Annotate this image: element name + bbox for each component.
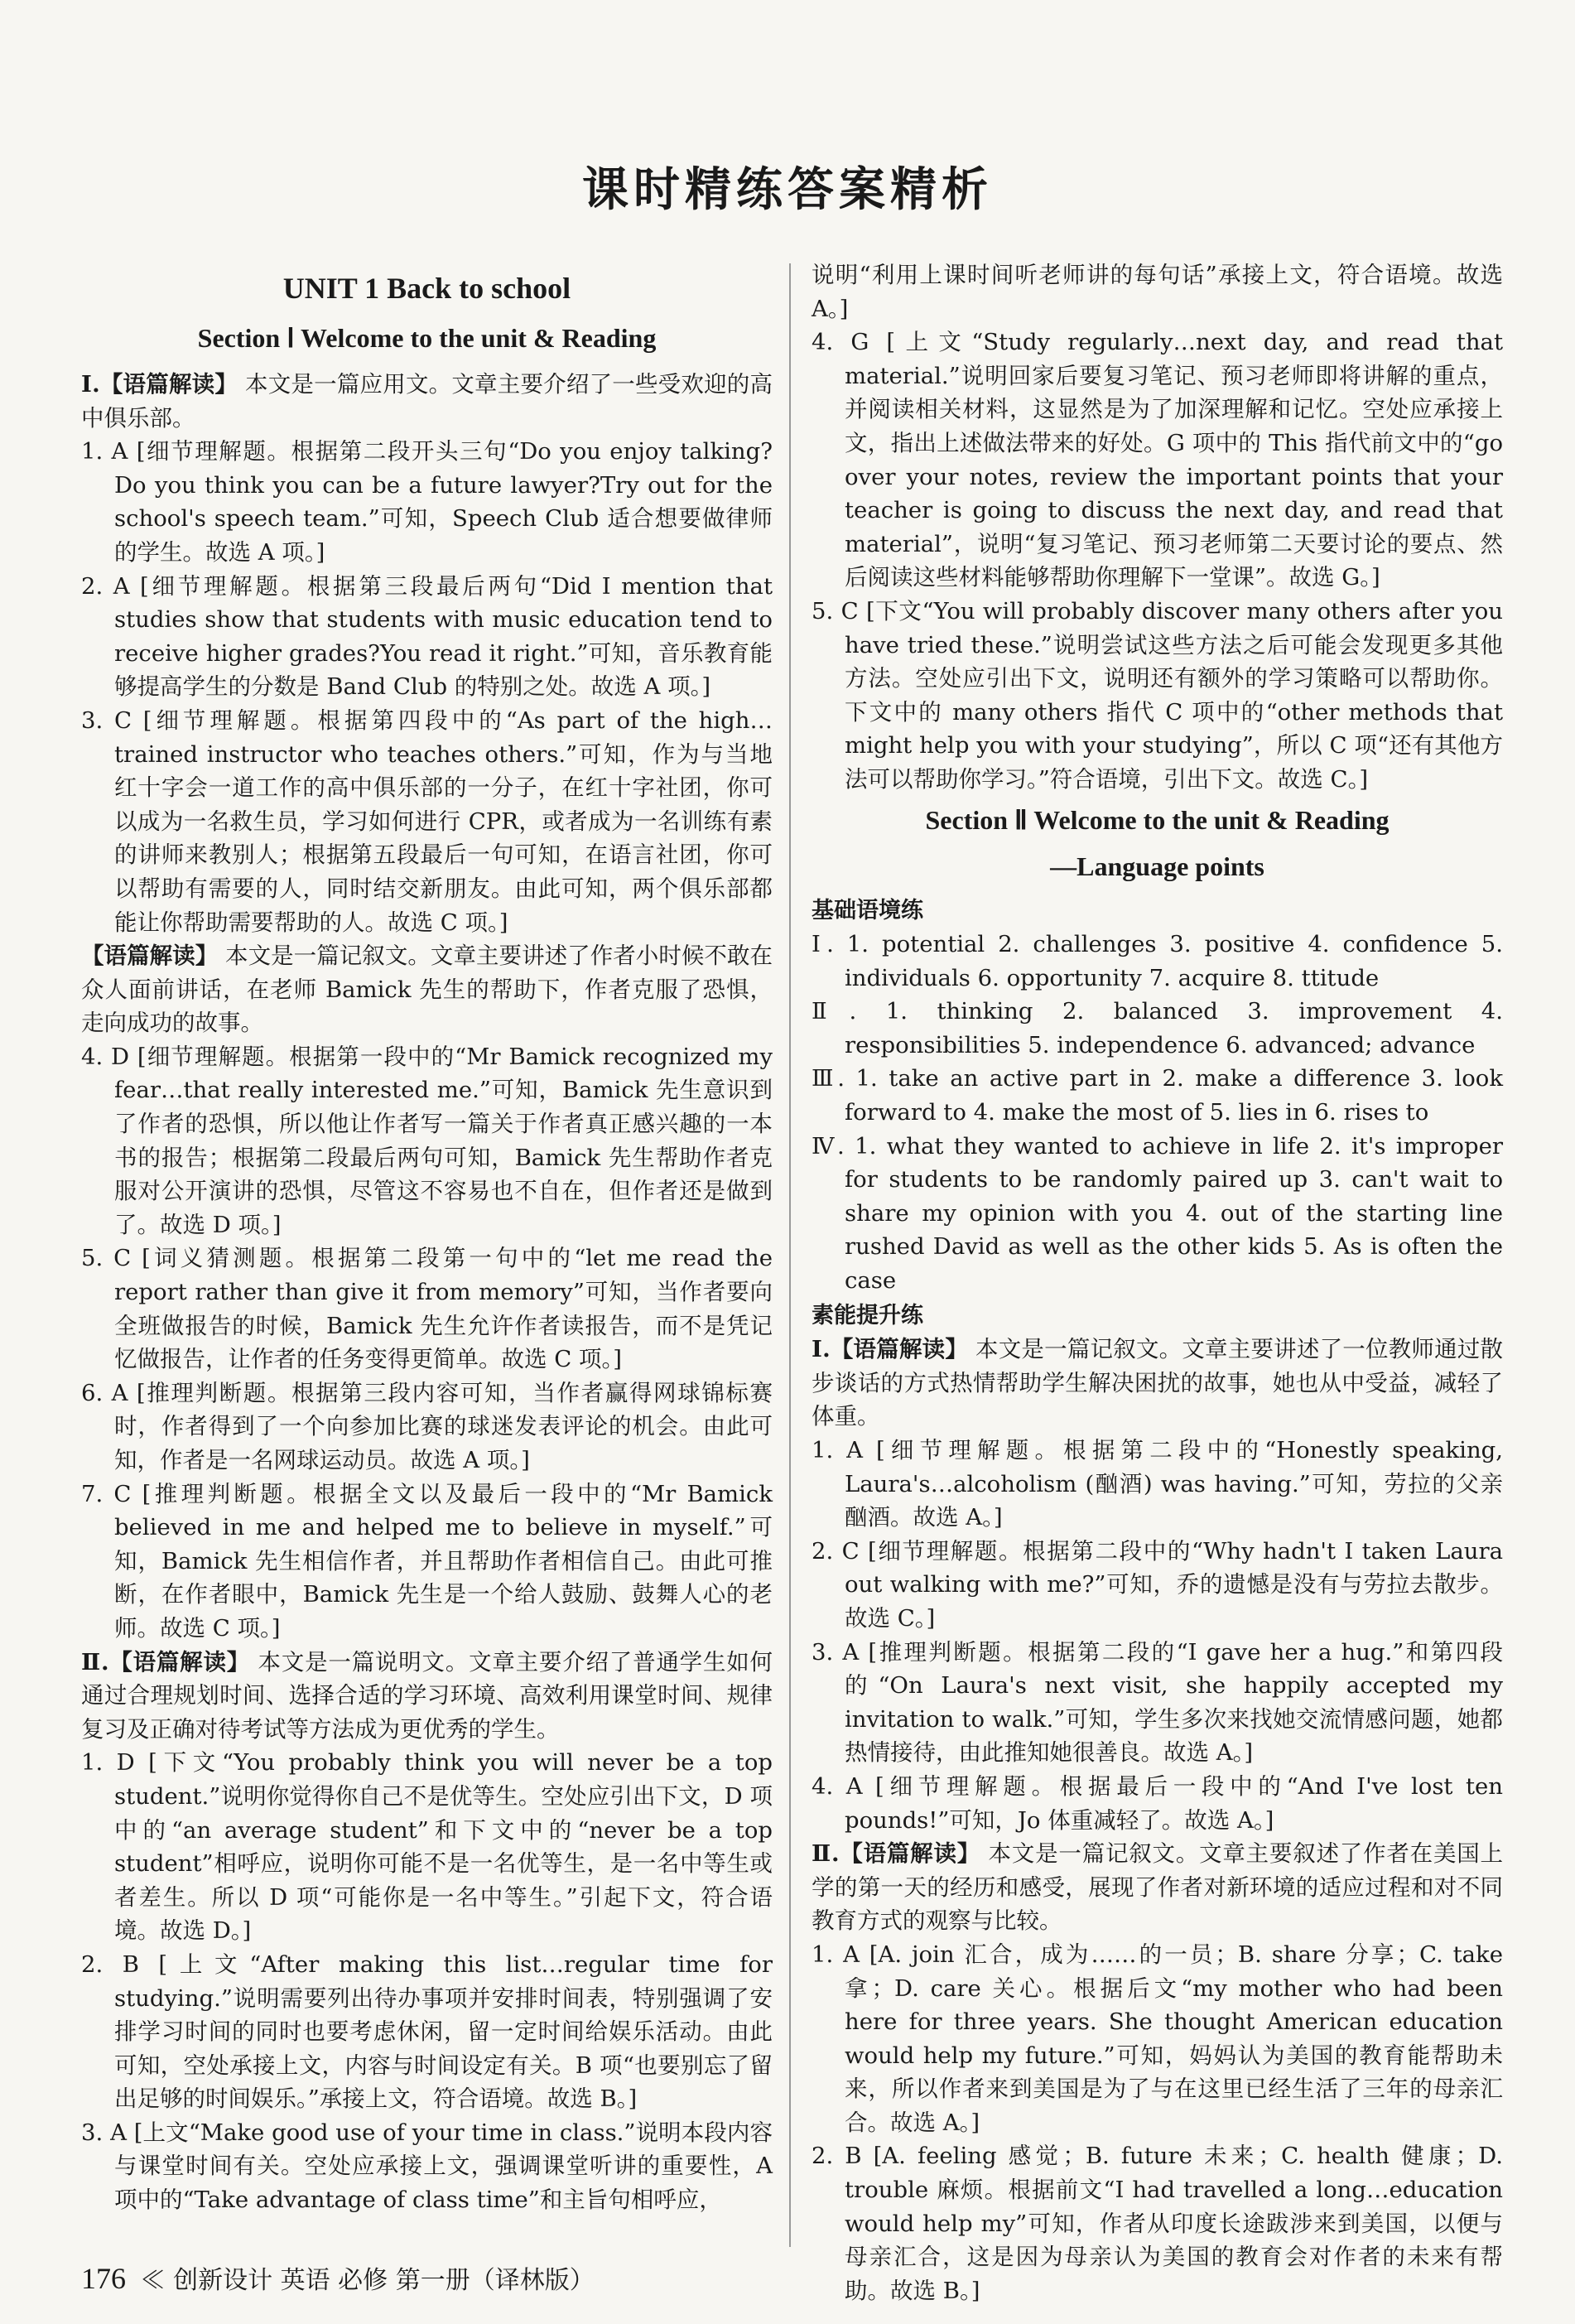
passage-summary — [81, 939, 773, 1040]
right-column — [812, 258, 1503, 2307]
answer-item: 3. A [上文“Make good use of your time in class.”说明本段内容与课堂时间有关。空处应承接上文，强调课堂听讲的重要性，A 项中的“Take advantage of class time”和主旨句相呼应， — [81, 2119, 773, 2214]
answer-item: 2. B [A. feeling 感觉；B. future 未来；C. health 健康；D. trouble 麻烦。根据前文“I had travelled a long…education would help my”可知，作者从印度长途跋涉来到美国，以便与母亲汇合，这是因为母亲认为美国的教育会对作者的未来有帮助。故选 B。] — [812, 2143, 1503, 2304]
skill-practice-heading: 素能提升练 — [812, 1302, 923, 1328]
book-title: 创新设计 英语 必修 第一册（译林版） — [173, 2266, 595, 2295]
answer-item: 2. A [细节理解题。根据第三段最后两句“Did I mention that studies show that students with music education tend to receive higher grades?You read it right.”可知，音乐教育能够提高学生的分数是 Band Club 的特别之处。故选 A 项。] — [81, 572, 773, 701]
footer-mark: ≪ — [140, 2266, 166, 2295]
page-number: 176 — [81, 2262, 126, 2295]
answer-item: 6. A [推理判断题。根据第三段内容可知，当作者赢得网球锦标赛时，作者得到了一个向参加比赛的球迷发表评论的机会。由此可知，作者是一名网球运动员。故选 A 项。] — [81, 1379, 773, 1473]
column-divider — [789, 263, 791, 2247]
left-column — [81, 265, 773, 2217]
answer-item: 3. C [细节理解题。根据第四段中的“As part of the high…trained instructor who teaches others.”可知，作为与当地红十字会一道工作的高中俱乐部的一分子，在红十字社团，你可以成为一名救生员，学习如何进行 CPR，或者成为一名训练有素的讲师来教别人；根据第五段最后一句可知，在语言社团，你可以帮助有需要的人，同时结交新朋友。由此可知，两个俱乐部都能让你帮助需要帮助的人。故选 C 项。] — [81, 706, 773, 936]
answer-item: 4. A [细节理解题。根据最后一段中的“And I've lost ten pounds!”可知，Jo 体重减轻了。故选 A。] — [812, 1772, 1503, 1834]
section-1-title: Section Ⅰ Welcome to the unit & Reading — [197, 323, 657, 353]
answer-item: 4. G [上文“Study regularly…next day, and read that material.”说明回家后要复习笔记、预习老师即将讲解的重点，并阅读相关材料，这显然是为了加深理解和记忆。空处应承接上文，指出上述做法带来的好处。G 项中的 This 指代前文中的“go over your notes, review the important points that your teacher is going to discuss the next day, and read that material”，说明“复习笔记、预习老师第二天要讨论的要点、然后阅读这些材料能够帮助你理解下一堂课”。故选 G。] — [812, 329, 1503, 591]
unit-title: UNIT 1 Back to school — [282, 272, 571, 305]
answer-item: 5. C [下文“You will probably discover many others after you have tried these.”说明尝试这些方法之后可能会发现更多其他方法。空处应引出下文，说明还有额外的学习策略可以帮助你。下文中的 many others 指代 C 项中的“other methods that might help you with your studying”，所以 C 项“还有其他方法可以帮助你学习。”符合语境，引出下文。故选 C。] — [812, 597, 1503, 793]
page-footer — [81, 2259, 595, 2296]
passage-summary-tag: Ⅱ.【语篇解读】 — [81, 1648, 251, 1675]
answer-item: 3. A [推理判断题。根据第二段的“I gave her a hug.”和第四段的“On Laura's next visit, she happily accepted my invitation to walk.”可知，学生多次来找她交流情感问题，她都热情接待，由此推知她很善良。故选 A。] — [812, 1638, 1503, 1767]
passage-summary-text: 本文是一篇记叙文。文章主要叙述了作者在美国上学的第一天的经历和感受，展现了作者对新环境的适应过程和对不同教育方式的观察与比较。 — [812, 1840, 1504, 1935]
fill-in-answers: Ⅳ. 1. what they wanted to achieve in life 2. it's improper for students to be randomly paired up 3. can't wait to share my opinion with you 4. out of the starting line rushed David as well as the other kids 5. As is often the case — [812, 1132, 1503, 1295]
basic-practice-list — [812, 928, 1503, 1298]
passage-summary-text: 本文是一篇记叙文。文章主要讲述了一位教师通过散步谈话的方式热情帮助学生解决困扰的故事，她也从中受益，减轻了体重。 — [812, 1336, 1504, 1430]
passage-summary-tag: Ⅰ.【语篇解读】 — [812, 1336, 969, 1363]
answer-item: 1. A [A. join 汇合，成为……的一员；B. share 分享；C. take 拿；D. care 关心。根据后文“my mother who had been here for three years. She thought American education would help my future.”可知，妈妈认为美国的教育能帮助未来，所以作者来到美国是为了与在这里已经生活了三年的母亲汇合。故选 A。] — [812, 1941, 1503, 2136]
passage-summary — [812, 1837, 1503, 1938]
basic-practice-heading: 基础语境练 — [812, 897, 923, 923]
answer-item: 2. C [细节理解题。根据第二段中的“Why hadn't I taken Laura out walking with me?”可知，乔的遗憾是没有与劳拉去散步。故选 C。] — [812, 1537, 1503, 1632]
section-2-title: Section Ⅱ Welcome to the unit & Reading — [925, 804, 1390, 835]
answer-item: 1. A [细节理解题。根据第二段开头三句“Do you enjoy talking?Do you think you can be a future lawyer?Try out for the school's speech team.”可知，Speech Club 适合想要做律师的学生。故选 A 项。] — [81, 438, 773, 566]
right-answer-list-bottom — [812, 1333, 1503, 2307]
page-title: 课时精练答案精析 — [582, 162, 993, 217]
passage-summary-tag: Ⅰ.【语篇解读】 — [81, 371, 238, 398]
answer-item: 7. C [推理判断题。根据全文以及最后一段中的“Mr Bamick believed in me and helped me to believe in myself.”可知，Bamick 先生相信作者，并且帮助作者相信自己。由此可推断，在作者眼中，Bamick 先生是一个给人鼓励、鼓舞人心的老师。故选 C 项。] — [81, 1480, 773, 1642]
passage-summary — [81, 368, 773, 435]
passage-summary-text: 本文是一篇说明文。文章主要介绍了普通学生如何通过合理规划时间、选择合适的学习环境、高效利用课堂时间、规律复习及正确对待考试等方法成为更优秀的学生。 — [81, 1648, 773, 1743]
answer-item: 2. B [上文“After making this list…regular time for studying.”说明需要列出待办事项并安排时间表，特别强调了安排学习时间的同时也要考虑休闲，留一定时间给娱乐活动。由此可知，空处承接上文，内容与时间设定有关。B 项“也要别忘了留出足够的时间娱乐。”承接上文，符合语境。故选 B。] — [81, 1950, 773, 2113]
passage-summary-tag: 【语篇解读】 — [81, 943, 219, 970]
passage-summary-text: 本文是一篇应用文。文章主要介绍了一些受欢迎的高中俱乐部。 — [81, 371, 773, 432]
answer-item: 5. C [词义猜测题。根据第二段第一句中的“let me read the report rather than give it from memory”可知，当作者要向全班做报告的时候，Bamick 先生允许作者读报告，而不是凭记忆做报告，让作者的任务变得更简单。故选 C 项。] — [81, 1245, 773, 1373]
passage-summary — [812, 1333, 1503, 1434]
right-answer-list-top — [812, 258, 1503, 797]
section-2-subtitle: —Language points — [1050, 851, 1264, 881]
fill-in-answers: Ⅲ. 1. take an active part in 2. make a difference 3. look forward to 4. make the most of 5. lies in 6. rises to — [812, 1065, 1503, 1126]
passage-summary-text: 本文是一篇记叙文。文章主要讲述了作者小时候不敢在众人面前讲话，在老师 Bamick 先生的帮助下，作者克服了恐惧，走向成功的故事。 — [81, 943, 773, 1037]
passage-summary — [81, 1646, 773, 1747]
passage-summary-tag: Ⅱ.【语篇解读】 — [812, 1840, 981, 1868]
fill-in-answers: Ⅰ. 1. potential 2. challenges 3. positive 4. confidence 5. individuals 6. opportunity 7. acquire 8. ttitude — [812, 931, 1503, 991]
fill-in-answers: Ⅱ. 1. thinking 2. balanced 3. improvement 4. responsibilities 5. independence 6. advanced; advance — [812, 998, 1503, 1058]
answer-item: 4. D [细节理解题。根据第一段中的“Mr Bamick recognized my fear…that really interested me.”可知，Bamick 先生意识到了作者的恐惧，所以他让作者写一篇关于作者真正感兴趣的一本书的报告；根据第二段最后两句可知，Bamick 先生帮助作者克服对公开演讲的恐惧，尽管这不容易也不自在，但作者还是做到了。故选 D 项。] — [81, 1043, 773, 1238]
answer-item: 1. A [细节理解题。根据第二段中的“Honestly speaking, Laura's…alcoholism (酗酒) was having.”可知，劳拉的父亲酗酒。故选 A。] — [812, 1437, 1503, 1531]
left-answer-list — [81, 368, 773, 2217]
answer-item-continued: 说明“利用上课时间听老师讲的每句话”承接上文，符合语境。故选 A。] — [812, 262, 1503, 322]
answer-item: 1. D [下文“You probably think you will never be a top student.”说明你觉得你自己不是优等生。空处应引出下文，D 项中的“an average student”和下文中的“never be a top student”相呼应，说明你可能不是一名优等生，是一名中等生或者差生。所以 D 项“可能你是一名中等生。”引起下文，符合语境。故选 D。] — [81, 1749, 773, 1945]
